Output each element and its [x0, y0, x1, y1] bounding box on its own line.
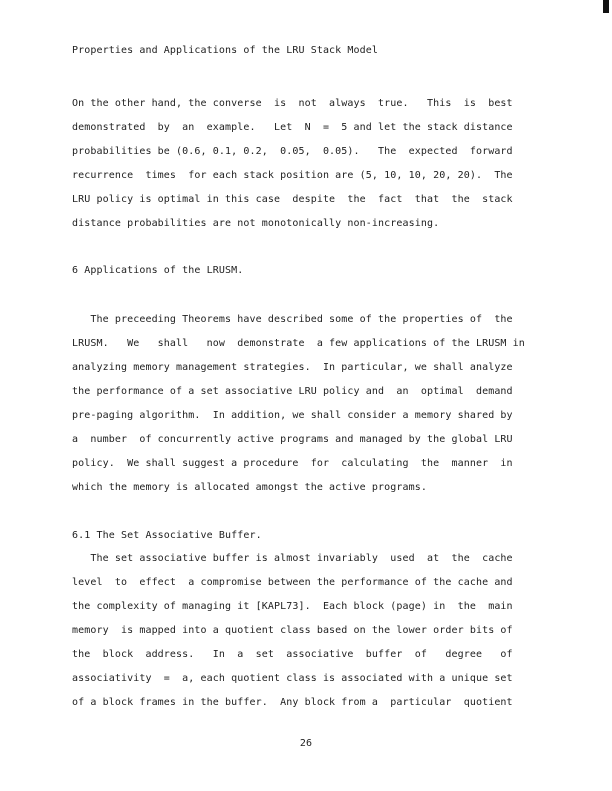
body-line: policy. We shall suggest a procedure for calculating the manner in	[72, 458, 513, 469]
body-line: level to effect a compromise between the performance of the cache and	[72, 577, 513, 588]
scan-corner-mark	[603, 0, 609, 13]
body-line: memory is mapped into a quotient class based on the lower order bits of	[72, 625, 513, 636]
body-line: The set associative buffer is almost invariably used at the cache	[72, 553, 513, 564]
body-line: LRU policy is optimal in this case despite the fact that the stack	[72, 194, 513, 205]
body-line: demonstrated by an example. Let N = 5 and let the stack distance	[72, 122, 513, 133]
body-line: of a block frames in the buffer. Any block from a particular quotient	[72, 697, 513, 708]
section-heading: 6 Applications of the LRUSM.	[72, 265, 244, 276]
body-line: a number of concurrently active programs and managed by the global LRU	[72, 434, 513, 445]
body-line: the block address. In a set associative buffer of degree of	[72, 649, 513, 660]
body-line: distance probabilities are not monotonically non-increasing.	[72, 218, 440, 229]
body-line: associativity = a, each quotient class is associated with a unique set	[72, 673, 513, 684]
body-line: analyzing memory management strategies. In particular, we shall analyze	[72, 362, 513, 373]
body-line: probabilities be (0.6, 0.1, 0.2, 0.05, 0.05). The expected forward	[72, 146, 513, 157]
body-line: LRUSM. We shall now demonstrate a few applications of the LRUSM in	[72, 338, 525, 349]
running-header: Properties and Applications of the LRU Stack Model	[72, 45, 379, 56]
body-line: recurrence times for each stack position are (5, 10, 10, 20, 20). The	[72, 170, 513, 181]
body-line: The preceeding Theorems have described some of the properties of the	[72, 314, 513, 325]
body-line: the performance of a set associative LRU policy and an optimal demand	[72, 386, 513, 397]
body-line: the complexity of managing it [KAPL73]. Each block (page) in the main	[72, 601, 513, 612]
body-line: pre-paging algorithm. In addition, we shall consider a memory shared by	[72, 410, 513, 421]
body-line: which the memory is allocated amongst the active programs.	[72, 482, 427, 493]
subsection-heading: 6.1 The Set Associative Buffer.	[72, 530, 262, 541]
body-line: On the other hand, the converse is not always true. This is best	[72, 98, 513, 109]
page-number: 26	[299, 738, 313, 749]
